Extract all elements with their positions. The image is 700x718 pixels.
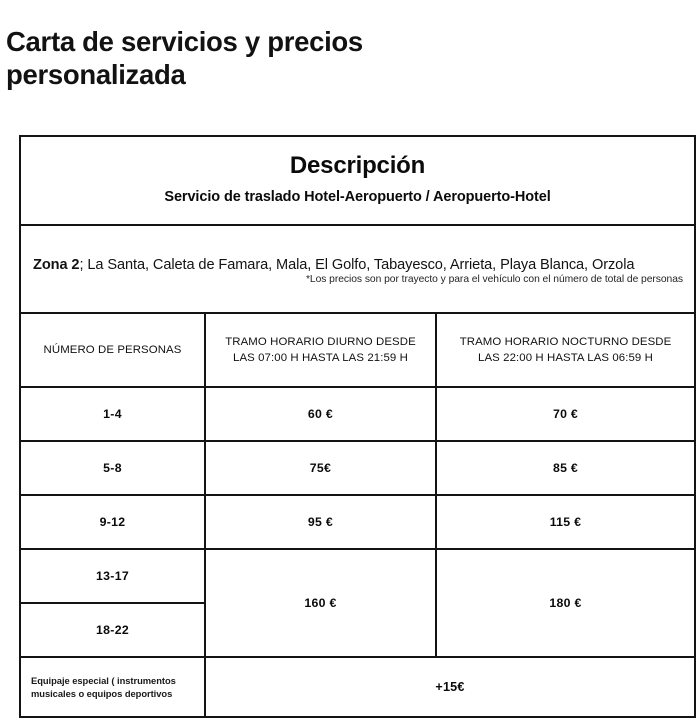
description-subtitle: Servicio de traslado Hotel-Aeropuerto / Aeropuerto-Hotel bbox=[164, 189, 551, 205]
services-price-table bbox=[19, 135, 696, 718]
cell-extra-baggage-price: +15€ bbox=[205, 657, 695, 717]
cell-personas: 1-4 bbox=[20, 387, 205, 441]
table-row-zone bbox=[20, 225, 695, 313]
column-header-diurno bbox=[205, 313, 436, 387]
cell-price-diurno: 60 € bbox=[205, 387, 436, 441]
table-row bbox=[20, 549, 695, 603]
column-header-diurno-line-1: TRAMO HORARIO DIURNO DESDE bbox=[225, 335, 416, 348]
table-row bbox=[20, 387, 695, 441]
zone-footnote: *Los precios son por trayecto y para el vehículo con el número de total de personas bbox=[305, 274, 684, 285]
cell-extra-baggage-label bbox=[20, 657, 205, 717]
page-title-line-2: personalizada bbox=[6, 59, 186, 91]
zone-cell bbox=[20, 225, 695, 313]
cell-price-nocturno-merged: 180 € bbox=[436, 549, 695, 657]
cell-personas: 9-12 bbox=[20, 495, 205, 549]
cell-personas: 13-17 bbox=[20, 549, 205, 603]
table-row bbox=[20, 495, 695, 549]
cell-price-nocturno: 115 € bbox=[436, 495, 695, 549]
column-header-nocturno-line-2: LAS 22:00 H HASTA LAS 06:59 H bbox=[478, 352, 653, 364]
table-row-extra-baggage bbox=[20, 657, 695, 717]
table-row-description-header bbox=[20, 136, 695, 225]
column-header-nocturno bbox=[436, 313, 695, 387]
cell-personas: 18-22 bbox=[20, 603, 205, 657]
cell-price-diurno: 95 € bbox=[205, 495, 436, 549]
column-header-diurno-line-2: LAS 07:00 H HASTA LAS 21:59 H bbox=[233, 352, 408, 364]
page-title-line-1: Carta de servicios y precios bbox=[6, 26, 363, 58]
extra-baggage-line-2: musicales o equipos deportivos bbox=[31, 688, 173, 699]
description-header-cell bbox=[20, 136, 695, 225]
cell-price-nocturno: 85 € bbox=[436, 441, 695, 495]
table-row bbox=[20, 441, 695, 495]
column-header-personas-label: NÚMERO DE PERSONAS bbox=[43, 343, 182, 356]
extra-baggage-line-1: Equipaje especial ( instrumentos bbox=[31, 674, 176, 686]
column-header-nocturno-line-1: TRAMO HORARIO NOCTURNO DESDE bbox=[459, 335, 672, 348]
description-title: Descripción bbox=[289, 152, 426, 179]
column-header-personas bbox=[20, 313, 205, 387]
cropped-top-text-remnant bbox=[62, 0, 262, 5]
cell-price-diurno-merged: 160 € bbox=[205, 549, 436, 657]
zone-separator: ; bbox=[79, 257, 84, 273]
cell-price-nocturno: 70 € bbox=[436, 387, 695, 441]
zone-places: La Santa, Caleta de Famara, Mala, El Golfo, Tabayesco, Arrieta, Playa Blanca, Orzola bbox=[83, 257, 635, 273]
cell-price-diurno: 75€ bbox=[205, 441, 436, 495]
table-row-column-headers bbox=[20, 313, 695, 387]
cell-personas: 5-8 bbox=[20, 441, 205, 495]
zone-label: Zona 2 bbox=[33, 257, 80, 273]
page-title bbox=[6, 25, 606, 91]
